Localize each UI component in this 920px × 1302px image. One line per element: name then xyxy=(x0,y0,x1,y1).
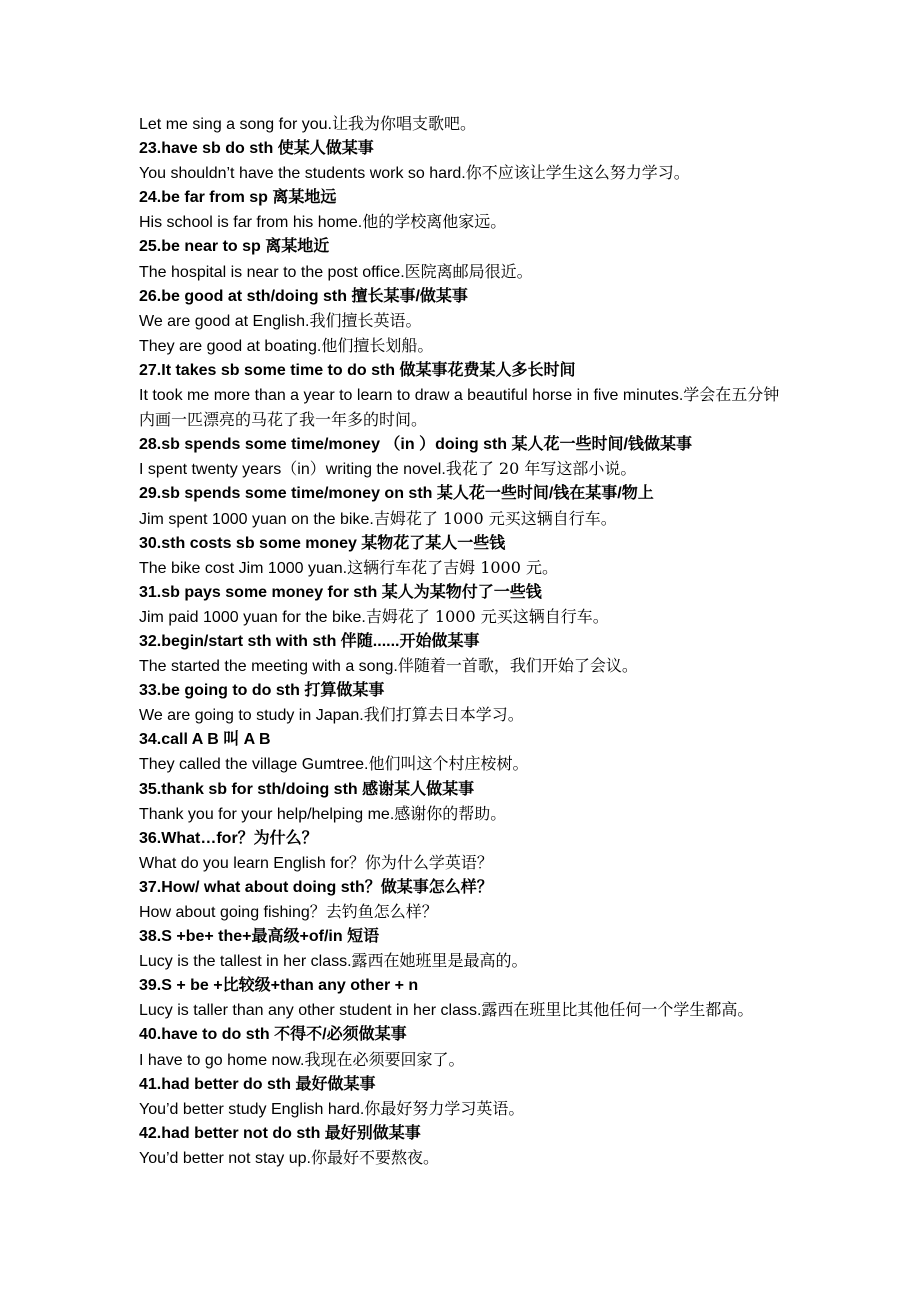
english-text: What do you learn English for？ xyxy=(139,854,365,872)
english-text: I have to go home now. xyxy=(139,1051,305,1069)
phrase-heading: 37.How/ what about doing sth？做某事怎么样？ xyxy=(139,878,493,896)
example-sentence xyxy=(139,112,789,137)
phrase-heading: 31.sb pays some money for sth 某人为某物付了一些钱 xyxy=(139,583,542,601)
chinese-translation: 感谢你的帮助。 xyxy=(394,803,507,823)
example-sentence xyxy=(139,949,789,974)
example-sentence xyxy=(139,556,789,581)
phrase-heading: 41.had better do sth 最好做某事 xyxy=(139,1075,376,1093)
example-sentence xyxy=(139,752,789,777)
example-sentence xyxy=(139,260,789,285)
chinese-translation: 我现在必须要回家了。 xyxy=(304,1049,465,1069)
chinese-translation: 医院离邮局很近。 xyxy=(404,261,533,281)
phrase-heading: 40.have to do sth 不得不/必须做某事 xyxy=(139,1026,407,1044)
english-text: Lucy is the tallest in her class. xyxy=(139,953,352,971)
chinese-translation: 你为什么学英语？ xyxy=(364,852,493,872)
phrase-heading: 36.What…for？为什么？ xyxy=(139,829,318,847)
english-text: The bike cost Jim 1000 yuan. xyxy=(139,559,348,577)
example-sentence xyxy=(139,507,789,532)
example-sentence xyxy=(139,654,789,679)
phrase-list xyxy=(139,112,789,1171)
chinese-translation: 你不应该让学生这么努力学习。 xyxy=(465,163,690,183)
chinese-translation: 这辆行车花了吉姆 1000 元。 xyxy=(347,557,559,577)
chinese-translation: 我们擅长英语。 xyxy=(309,310,422,330)
chinese-translation: 我花了 20 年写这部小说。 xyxy=(445,459,637,479)
english-text: They called the village Gumtree. xyxy=(139,756,369,774)
example-sentence xyxy=(139,1097,789,1122)
chinese-translation: 露西在她班里是最高的。 xyxy=(351,951,528,971)
phrase-heading: 28.sb spends some time/money （in ）doing sth 某人花一些时间/钱做某事 xyxy=(139,436,692,454)
example-sentence xyxy=(139,1146,789,1171)
phrase-heading: 23.have sb do sth 使某人做某事 xyxy=(139,140,374,158)
chinese-translation: 他们叫这个村庄桉树。 xyxy=(368,754,529,774)
phrase-heading: 24.be far from sp 离某地远 xyxy=(139,189,337,207)
phrase-heading: 30.sth costs sb some money 某物花了某人一些钱 xyxy=(139,534,506,552)
example-sentence xyxy=(139,998,789,1023)
example-sentence xyxy=(139,802,789,827)
phrase-heading: 26.be good at sth/doing sth 擅长某事/做某事 xyxy=(139,287,468,305)
chinese-translation: 露西在班里比其他任何一个学生都高。 xyxy=(481,1000,754,1020)
example-sentence xyxy=(139,900,789,925)
phrase-heading: 34.call A B 叫 A B xyxy=(139,731,271,749)
english-text: Let me sing a song for you. xyxy=(139,116,332,133)
example-sentence xyxy=(139,383,789,433)
english-text: We are going to study in Japan. xyxy=(139,707,364,725)
english-text: I spent twenty years（in）writing the novel. xyxy=(139,461,446,479)
english-text: His school is far from his home. xyxy=(139,214,363,232)
chinese-translation: 去钓鱼怎么样？ xyxy=(325,902,438,921)
phrase-heading: 25.be near to sp 离某地近 xyxy=(139,238,330,256)
example-sentence xyxy=(139,161,789,186)
chinese-translation: 吉姆花了 1000 元买这辆自行车。 xyxy=(365,606,609,626)
example-sentence xyxy=(139,210,789,235)
chinese-translation: 让我为你唱支歌吧。 xyxy=(332,114,477,133)
phrase-heading: 35.thank sb for sth/doing sth 感谢某人做某事 xyxy=(139,780,475,798)
chinese-translation: 他的学校离他家远。 xyxy=(362,212,507,232)
english-text: It took me more than a year to learn to draw a beautiful horse in five minutes. xyxy=(139,387,684,405)
english-text: Jim spent 1000 yuan on the bike. xyxy=(139,510,374,528)
phrase-heading: 29.sb spends some time/money on sth 某人花一些时间/钱在某事/物上 xyxy=(139,485,654,503)
english-text: Jim paid 1000 yuan for the bike. xyxy=(139,608,366,626)
chinese-translation: 你最好努力学习英语。 xyxy=(364,1098,525,1118)
phrase-heading: 42.had better not do sth 最好别做某事 xyxy=(139,1124,421,1142)
example-sentence xyxy=(139,605,789,630)
english-text: Thank you for your help/helping me. xyxy=(139,805,395,823)
english-text: You’d better not stay up. xyxy=(139,1149,311,1167)
phrase-heading: 38.S +be+ the+最高级+of/in 短语 xyxy=(139,928,380,946)
phrase-heading: 39.S + be +比较级+than any other + n xyxy=(139,977,419,995)
english-text: You shouldn’t have the students work so hard. xyxy=(139,165,466,183)
english-text: You’d better study English hard. xyxy=(139,1100,365,1118)
english-text: Lucy is taller than any other student in her class. xyxy=(139,1002,482,1020)
example-sentence xyxy=(139,309,789,334)
chinese-translation: 我们打算去日本学习。 xyxy=(363,705,524,725)
english-text: We are good at English. xyxy=(139,312,310,330)
phrase-heading: 32.begin/start sth with sth 伴随......开始做某事 xyxy=(139,632,480,650)
example-sentence xyxy=(139,334,789,359)
english-text: They are good at boating. xyxy=(139,337,322,355)
example-sentence xyxy=(139,457,789,482)
phrase-heading: 27.It takes sb some time to do sth 做某事花费某人多长时间 xyxy=(139,361,576,379)
example-sentence xyxy=(139,703,789,728)
example-sentence xyxy=(139,1048,789,1073)
chinese-translation: 伴随着一首歌，我们开始了会议。 xyxy=(397,656,638,676)
chinese-translation: 你最好不要熬夜。 xyxy=(310,1147,439,1167)
chinese-translation: 他们擅长划船。 xyxy=(321,335,434,355)
chinese-translation: 吉姆花了 1000 元买这辆自行车。 xyxy=(373,508,617,528)
phrase-heading: 33.be going to do sth 打算做某事 xyxy=(139,682,385,700)
english-text: How about going fishing？ xyxy=(139,904,326,921)
english-text: The started the meeting with a song. xyxy=(139,658,398,676)
example-sentence xyxy=(139,851,789,876)
chinese-translation: 学会在五分钟内画一匹漂亮的马花了我一年多的时间。 xyxy=(139,385,780,430)
english-text: The hospital is near to the post office. xyxy=(139,263,405,281)
